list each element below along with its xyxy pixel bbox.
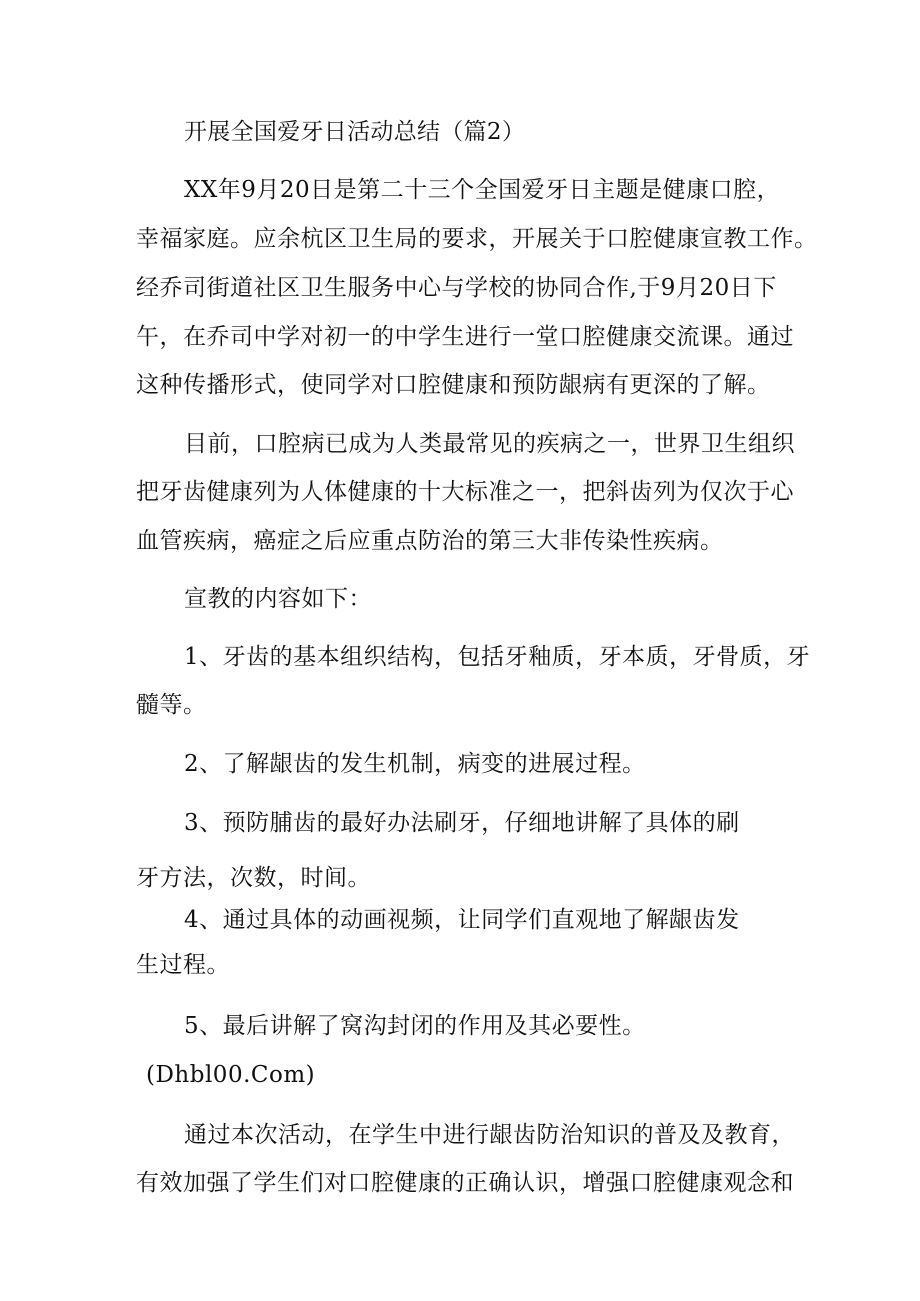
paragraph-line: 宣教的内容如下：: [184, 586, 372, 612]
paragraph-line: 5、最后讲解了窝沟封闭的作用及其必要性。: [184, 1013, 646, 1039]
paragraph-line: 目前，口腔病已成为人类最常见的疾病之一，世界卫生组织: [184, 431, 795, 457]
paragraph-line: 这种传播形式，使同学对口腔健康和预防龈病有更深的了解。: [136, 372, 771, 398]
paragraph-line: 通过本次活动，在学生中进行龈齿防治知识的普及及教育，: [184, 1122, 795, 1148]
paragraph-line: 4、通过具体的动画视频，让同学们直观地了解龈齿发: [184, 907, 740, 933]
paragraph-line: XX年9月20日是第二十三个全国爱牙日主题是健康口腔，: [184, 177, 781, 203]
paragraph-line: 生过程。: [136, 952, 230, 978]
paragraph-line: 血管疾病，癌症之后应重点防治的第三大非传染性疾病。: [136, 528, 724, 554]
paragraph-line: 有效加强了学生们对口腔健康的正确认识，增强口腔健康观念和: [136, 1170, 794, 1196]
document-title: 开展全国爱牙日活动总结（篇2）: [184, 119, 526, 145]
paragraph-line: 1、牙齿的基本组织结构，包括牙釉质，牙本质，牙骨质，牙: [184, 644, 811, 670]
paragraph-line: 2、了解龈齿的发生机制，病变的进展过程。: [184, 751, 646, 777]
paragraph-line: 3、预防脯齿的最好办法刷牙，仔细地讲解了具体的刷: [184, 810, 740, 836]
paragraph-line: 经乔司街道社区卫生服务中心与学校的协同合作,于9月20日下: [136, 275, 777, 301]
paragraph-line: 幸福家庭。应余杭区卫生局的要求，开展关于口腔健康宣教工作。: [136, 226, 818, 252]
paragraph-line: 牙方法，次数，时间。: [136, 865, 371, 891]
source-note: (Dhbl00.Com): [146, 1062, 316, 1088]
paragraph-line: 午，在乔司中学对初一的中学生进行一堂口腔健康交流课。通过: [136, 324, 794, 350]
paragraph-line: 把牙齿健康列为人体健康的十大标准之一，把斜齿列为仅次于心: [136, 479, 794, 505]
paragraph-line: 髓等。: [136, 692, 207, 718]
